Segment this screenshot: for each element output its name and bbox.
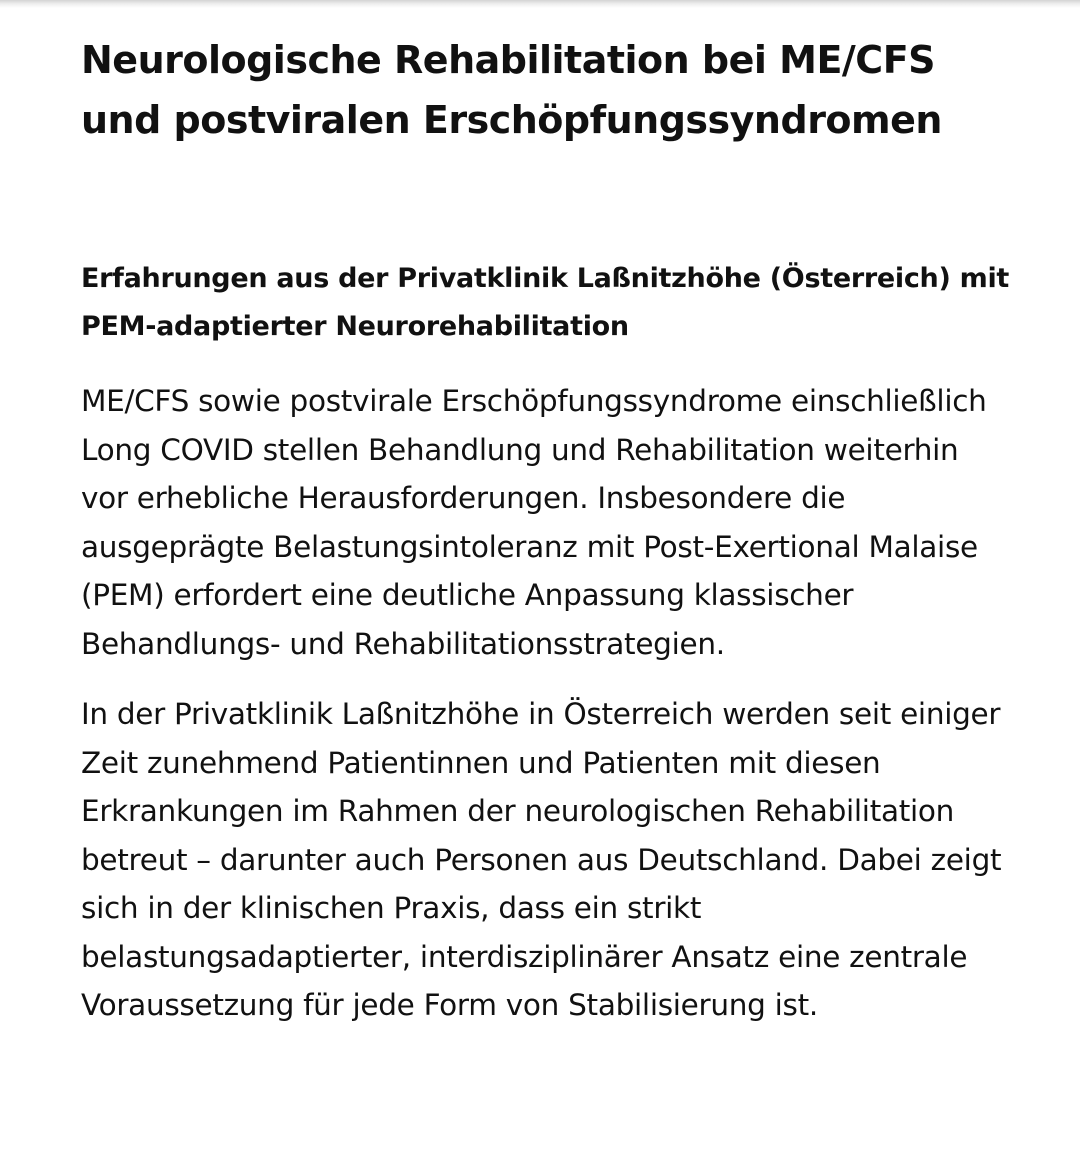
article-paragraph-1: ME/CFS sowie postvirale Erschöpfungssyndrome einschließlich Long COVID stellen Behandlung und Rehabilitation weiterhin vor erhebliche Herausforderungen. Insbesondere die ausgeprägte Belastungsintoleranz mit Post-Exertional Malaise (PEM) erfordert eine deutliche Anpassung klassischer Behandlungs- und Rehabilitationsstrategien. [81,384,987,661]
article-paragraph-2: In der Privatklinik Laßnitzhöhe in Österreich werden seit einiger Zeit zunehmend Patientinnen und Patienten mit diesen Erkrankungen im Rahmen der neurologischen Rehabilitation betreut – darunter auch Personen aus Deutschland. Dabei zeigt sich in der klinischen Praxis, dass ein strikt belastungsadaptierter, interdisziplinärer Ansatz eine zentrale Voraussetzung für jede Form von Stabilisierung ist. [81,697,1002,1022]
article-subtitle: Erfahrungen aus der Privatklinik Laßnitzhöhe (Österreich) mit PEM-adaptierter Neurorehabilitation [81,263,1010,342]
article-title: Neurologische Rehabilitation bei ME/CFS und postviralen Erschöpfungssyndromen [81,38,942,142]
top-shadow [0,0,1080,8]
article [81,30,1011,1030]
